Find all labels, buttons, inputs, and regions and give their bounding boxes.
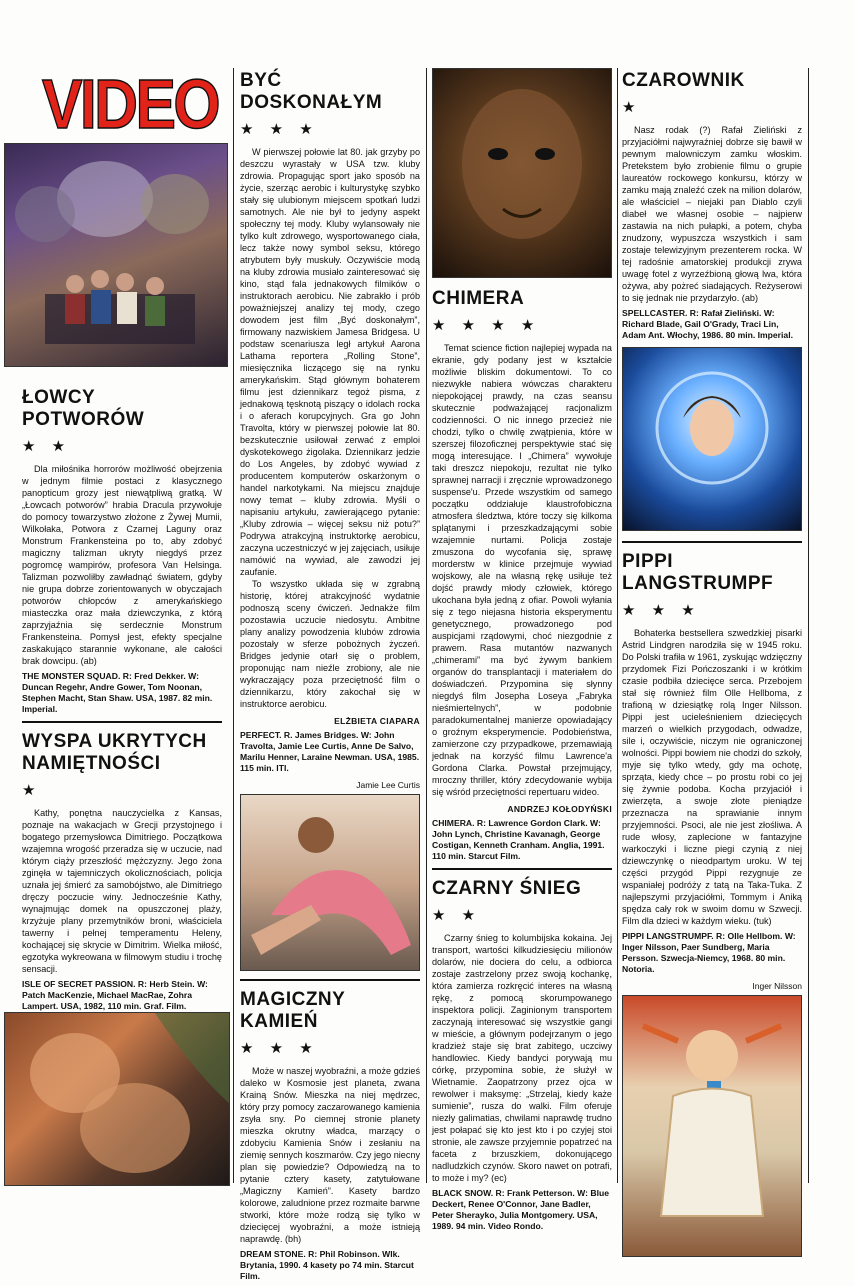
- section-divider: [22, 721, 222, 723]
- review-body: Dla miłośnika horrorów możliwość obejrzenia w jednym filmie postaci z klasycznego panopticum grozy jest niewątpliwą gratką. W „Łowcach potworów” hrabia Dracula przywołuje do pomocy towarzystwo złożone z Żywej Mumii, Wilkołaka, Potwora z Czarnej Laguny oraz Monstrum Frankensteina po to, aby zdobyć magiczny talizman ukryty niegdyś przez pogromcę wampirów, profesora Van Helsinga. Talizman pozwoliłby zawładnąć światem, gdyby nie grupa dobrze zorientowanych w obyczajach potworów chłopców z amerykańskiego miasteczka oraz mała dziewczynka, z którą zaprzyjaźnia się serdecznie Monstrum Frankensteina. Pomysł jest, efekty specjalne zaskakująco starannie wykonane, ale całości brak dowcipu. (ab): [22, 464, 222, 666]
- monster-squad-illustration: [5, 144, 227, 366]
- star-rating: ★ ★: [432, 907, 482, 924]
- star-rating: ★ ★ ★: [240, 121, 319, 138]
- star-rating: ★ ★: [22, 438, 72, 455]
- review-body: Bohaterka bestsellera szwedzkiej pisarki Astrid Lindgren narodziła się w 1945 roku. Do Polski trafiła w 1961, zyskując wdzięczny przydomek Fizi Pończoszanki i w krótkim czasie podbiła dziecięce serca. Przebojem stał się również film Olle Hellboma, z trafioną w dziesiątkę rolą Inger Nilsson. Pippi jest ucieleśnieniem dziecięcych marzeń o wielkich przygodach, odwadze, sile i, oczywiście, niczym nie ograniczonej wolności. Pippi bowiem nie chodzi do szkoły, myje się tylko wtedy, gdy ma ochotę, sprząta, kiedy chce – po prostu robi co jej się żywnie podoba. Kocha przyjaciół i zwierzęta, a swoje złote pieniądze przeznacza na sprawianie innym przyjemności. Psoci, ale nie jest złośliwa. A rude włosy, zaplecione w fantazyjne warkoczyki i liczne piegi czynią z niej dziewczynkę o nieodpartym uroku. W tej części przygód Pippi rezygnuje ze wspaniałej podróży z tatą na Taka-Tuka. Z najlepszymi przyjaciółmi, Tommym i Aniką spędza cały rok w swoim domu w Szwecji. Film dla dzieci w każdym wieku. (tuk): [622, 628, 802, 926]
- star-rating: ★: [22, 782, 42, 799]
- film-credits: PERFECT. R. James Bridges. W: John Travolta, Jamie Lee Curtis, Anne De Salvo, Marilu Henner, Laraine Newman. USA, 1985. 115 min. ITI.: [240, 730, 420, 773]
- film-credits: SPELLCASTER. R: Rafał Zieliński. W: Richard Blade, Gail O'Grady, Traci Lin, Adam Ant. Włochy, 1986. 80 min. Imperial.: [622, 308, 793, 340]
- review-title: CZAROWNIK: [622, 70, 745, 91]
- film-credits: THE MONSTER SQUAD. R: Fred Dekker. W: Duncan Regehr, Andre Gower, Tom Noonan, Stephen Macht, Stan Shaw. USA, 1987. 82 min. Imperial.: [22, 671, 213, 714]
- review-body: Temat science fiction najlepiej wypada na ekranie, gdy podany jest w kształcie możliwie bliskim dokumentowi. To co niezwykłe nabiera wówczas charakteru niepokojącej prawdy, na czas seansu skutecznie podważającej racjonalizm codzienności. O nic innego przecież nie chodzi, tylko o chwilę zwątpienia, które w szerszej filozoficznej perspektywie stać się mogą interesujące. I „Chimera” wywołuje taki dreszcz niepokoju, rezultat nie tylko sprawnej narracji i zręcznie wprowadzonego suspense'u. Przede wszystkim od samego początku oddziałuje klaustrofobiczna atmosfera śledztwa, które toczy się kilkoma splątanymi i przeszkadzającymi sobie wzajemnie nurtami. Policja zostaje zmuszona do wycofania się, sprawę morderstw w klinice przejmuje wywiad wojskowy, ale na własną rękę usiłuje też dojść prawdy młody człowiek, którego ukochana była jedną z ofiar. Powoli wyłania się z tego niejasna historia eksperymentu genetycznego, prowadzonego pod auspicjami rządowymi, choć niezgodnie z prawem. Rasa mutantów nazwanych „chimerami” ma być żywym bankiem organów do transplantacji i materiałem do doświadczeń. Przypomina się słynny niegdyś film Josepha Loseya „Fabryka nieśmiertelnych”, w podobnie paradokumentalnej manierze opowiadający o groźnym eksperymencie. Podobieństwa, zamierzone czy przypadkowe, przemawiają jednak na korzyść filmu Lawrence'a Gordona Clarka. Powstał przejmujący, mroczny thriller, który zdecydowanie wybija się wśród przeciętności repertuaru wideo.: [432, 343, 612, 797]
- column-4: [622, 68, 802, 1257]
- photo-caption: Inger Nilsson: [752, 981, 802, 991]
- review-body: Kathy, ponętna nauczycielka z Kansas, poznaje na wakacjach w Grecji przystojnego i bogatego przemysłowca Dimitriego. Początkowa wzajemna wrogość przeradza się w uczucie, nad którym ciąży przeszłość mężczyzny. Jego żona zginęła w tajemniczych okolicznościach, policja uznała jej śmierć za samobójstwo, ale Dimitriego dręczy poczucie winy. Jednocześnie Kathy, wynajmując domek na opuszczonej plaży, krzyżuje plany przemytników broni, właściciela tawerny i pełnej temperamentu Heleny, kochającej się skrycie w Dimitrim. Wielka miłość, egzotyka wykreowana w filmowym studiu i trochę sensacji.: [22, 808, 222, 974]
- logo-text: VIDEO: [42, 65, 219, 143]
- video-logo: [40, 64, 220, 143]
- film-credits: ISLE OF SECRET PASSION. R: Herb Stein. W: Patch MacKenzie, Michael MacRae, Zohra Lampert. USA, 1982, 110 min. Graf. Film.: [22, 979, 208, 1011]
- perfect-photo: [240, 794, 420, 971]
- star-rating: ★: [622, 99, 642, 116]
- review-title: ŁOWCY POTWORÓW: [22, 387, 145, 430]
- review-title: PIPPI LANGSTRUMPF: [622, 551, 774, 594]
- review-title: WYSPA UKRYTYCH NAMIĘTNOŚCI: [22, 731, 207, 774]
- film-credits: CHIMERA. R: Lawrence Gordon Clark. W: John Lynch, Christine Kavanagh, George Costigan, Kenneth Cranham. Anglia, 1991. 110 min. Starcut Film.: [432, 818, 605, 861]
- chimera-photo: [432, 68, 612, 278]
- pippi-illustration: [623, 996, 801, 1256]
- review-title: CZARNY ŚNIEG: [432, 878, 582, 899]
- review-author: ANDRZEJ KOŁODYŃSKI: [507, 804, 612, 814]
- film-credits: DREAM STONE. R: Phil Robinson. Wlk. Brytania, 1990. 4 kasety po 74 min. Starcut Film.: [240, 1249, 414, 1281]
- column-2: [240, 68, 420, 1286]
- review-body: W pierwszej połowie lat 80. jak grzyby po deszczu wyrastały w USA tzw. kluby zdrowia. Propagując sport jako sposób na życie, szerząc aerobic i kulturystykę szybko stały się ulubionym miejscem spotkań ludzi samotnych. Ale nie był to jedyny aspekt społeczny tej mody. Kluby wylansowały nie tylko kult zdrowego, wysportowanego ciała, lecz także nowy symbol seksu, którego atrybutem były muskuły. Oczywiście modą na kluby zdrowia musiało zainteresować się kino, stąd fala jednakowych filmików o instruktorach aerobicu. Nie zabrakło i prób poważniejszej analizy tej mody, czego dowodem jest film „Być doskonałym”, firmowany nazwiskiem Jamesa Bridgesa. U podstaw scenariusza legł artykuł Aarona Lathama reportera „Rolling Stone”, miesięcznika liczącego się na rynku amerykańskim. Stąd głównym bohaterem filmu jest dziennikarz tegoż pisma, z jednakową tęsknotą piszący o idolach rocka i o aferach korupcyjnych. Gra go John Travolta, który w pierwszej połowie lat 80. bezskutecznie usiłował zerwać z emploi dyskotekowego żigolaka. Dziennikarz jedzie do Los Angeles, by zdobyć wywiad z producentem komputerów oskarżonym o handel narkotykami. Na miejscu znajduje nowy temat – kluby zdrowia. Myśli o napisaniu artykułu, zawierającego pytanie: „Kluby zdrowia – więcej seksu niż potu?” Podrywa atrakcyjną instruktorkę aerobicu, zaczyna uczestniczyć w jej zajęciach, usiłuje namówić na wywiad, ale zawodzi jej zaufanie.: [240, 147, 420, 577]
- chimera-illustration: [433, 69, 611, 277]
- section-divider: [622, 541, 802, 543]
- spellcaster-photo: [622, 347, 802, 531]
- review-title: MAGICZNY KAMIEŃ: [240, 989, 345, 1032]
- photo-caption: Jamie Lee Curtis: [356, 780, 420, 790]
- review-title: BYĆ DOSKONAŁYM: [240, 70, 383, 113]
- column-3: [432, 68, 612, 1236]
- column-1: [4, 143, 228, 1016]
- column-rule: [426, 68, 427, 1183]
- review-body-2: To wszystko układa się w zgrabną historię, której atrakcyjność wydatnie podnoszą sceny ćwiczeń. Jednakże film pozostawia uczucie niedosytu. Ambitne plany analizy powodzenia klubów zdrowia pozostały w sferze pobożnych życzeń. Bridges jedynie otarł się o problem, proponując nam nieźle zrobiony, ale nie wykraczający poza przeciętność film o dziennikarzu, który zakochał się w instruktorce aerobicu.: [240, 579, 420, 709]
- review-title: CHIMERA: [432, 288, 525, 309]
- spellcaster-illustration: [623, 348, 801, 530]
- review-monster-squad: [4, 387, 228, 1012]
- star-rating: ★ ★ ★ ★: [432, 317, 541, 334]
- perfect-illustration: [241, 795, 419, 970]
- column-rule: [808, 68, 809, 1183]
- pippi-photo: [622, 995, 802, 1257]
- film-credits: BLACK SNOW. R: Frank Petterson. W: Blue Deckert, Renee O'Connor, Jane Badler, Peter Sherayko, Julia Montgomery. USA, 1989. 94 min. Video Rondo.: [432, 1188, 609, 1231]
- star-rating: ★ ★ ★: [622, 602, 701, 619]
- column-rule: [233, 68, 234, 1183]
- section-divider: [432, 868, 612, 870]
- review-body: Może w naszej wyobraźni, a może gdzieś daleko w Kosmosie jest planeta, zwana Krainą Snów. Mieszka na niej mędrzec, który przy pomocy zaczarowanego kamienia zsyła sny. Po ciemnej stronie planety mieszka okrutny władca, marzący o zdobyciu Kamienia Snów i zesłaniu na ziemię sennych koszmarów. Czy jego niecny plan się powiedzie? Odpowiedzą na to pytanie cztery kasety, zatytułowane „Magiczny Kamień”. Kasety bardzo kolorowe, zaludnione przez rozmaite barwne stworki, które może rodzą się tylko w dziecięcej wyobraźni, a może istnieją naprawdę. (bh): [240, 1066, 420, 1244]
- review-body: Czarny śnieg to kolumbijska kokaina. Jej transport, wartości kilkudziesięciu milionów dolarów, nie dociera do celu, a odbiorca zostaje zastrzelony przez swoją kochankę, która zamierza rozkręcić interes na własną rękę, z pomocą skorumpowanego inspektora policji. Zaginionym transportem zaczynają interesować się wszystkie gangi w mieście, a głównym podejrzanym o jego kradzież staje się brat zabitego, uczciwy handlowiec. Kiedy bandyci porywają mu córkę, przypomina sobie, że służył w Wietnamie. Zaopatrzony przez ojca w rewolwer i maksymę: „Strzelaj, kiedy każe sumienie”, rusza do walki. Film oferuje niezły galimatias, chwilami naprawdę trudno jest połapać się kto jest kto i po czyjej stoi stronie, ale zawsze przyjemnie popatrzeć na faceta z brzuszkiem, dokonującego nadludzkich czynów. Skoro nawet on potrafi, to może i my? (ec): [432, 933, 612, 1183]
- isle-of-secret-passion-photo: [4, 1012, 230, 1186]
- section-divider: [240, 979, 420, 981]
- monster-squad-photo: [4, 143, 228, 367]
- review-author: ELŻBIETA CIAPARA: [334, 716, 420, 726]
- review-body: Nasz rodak (?) Rafał Zieliński z przyjaciółmi najwyraźniej dobrze się bawił w pewnym malowniczym zamku włoskim. Pretekstem było zrobienie filmu o grupie laureatów rockowego konkursu, którzy w zamku mają znaleźć czek na milion dolarów, ale właściciel – niejaki pan Diablo czyli diabeł we własnej osobie – najpierw zastawia na nich pułapki, a potem, chyba znudzony, wypuszcza wszystkich i sam zostaje telewizyjnym prezenterem rocka. W tej radośnie amatorskiej produkcji zrywa uwagę fotel z wyrzeźbioną głową lwa, która ożywa, aby pożreć siadających. Reżyserowi to się jednak nie przydarzyło. (ab): [622, 125, 802, 303]
- star-rating: ★ ★ ★: [240, 1040, 319, 1057]
- isle-illustration: [5, 1013, 229, 1185]
- column-rule: [617, 68, 618, 1183]
- film-credits: PIPPI LANGSTRUMPF. R: Olle Hellbom. W: Inger Nilsson, Paer Sundberg, Maria Persson. Szwecja-Niemcy, 1968. 80 min. Notoria.: [622, 931, 796, 974]
